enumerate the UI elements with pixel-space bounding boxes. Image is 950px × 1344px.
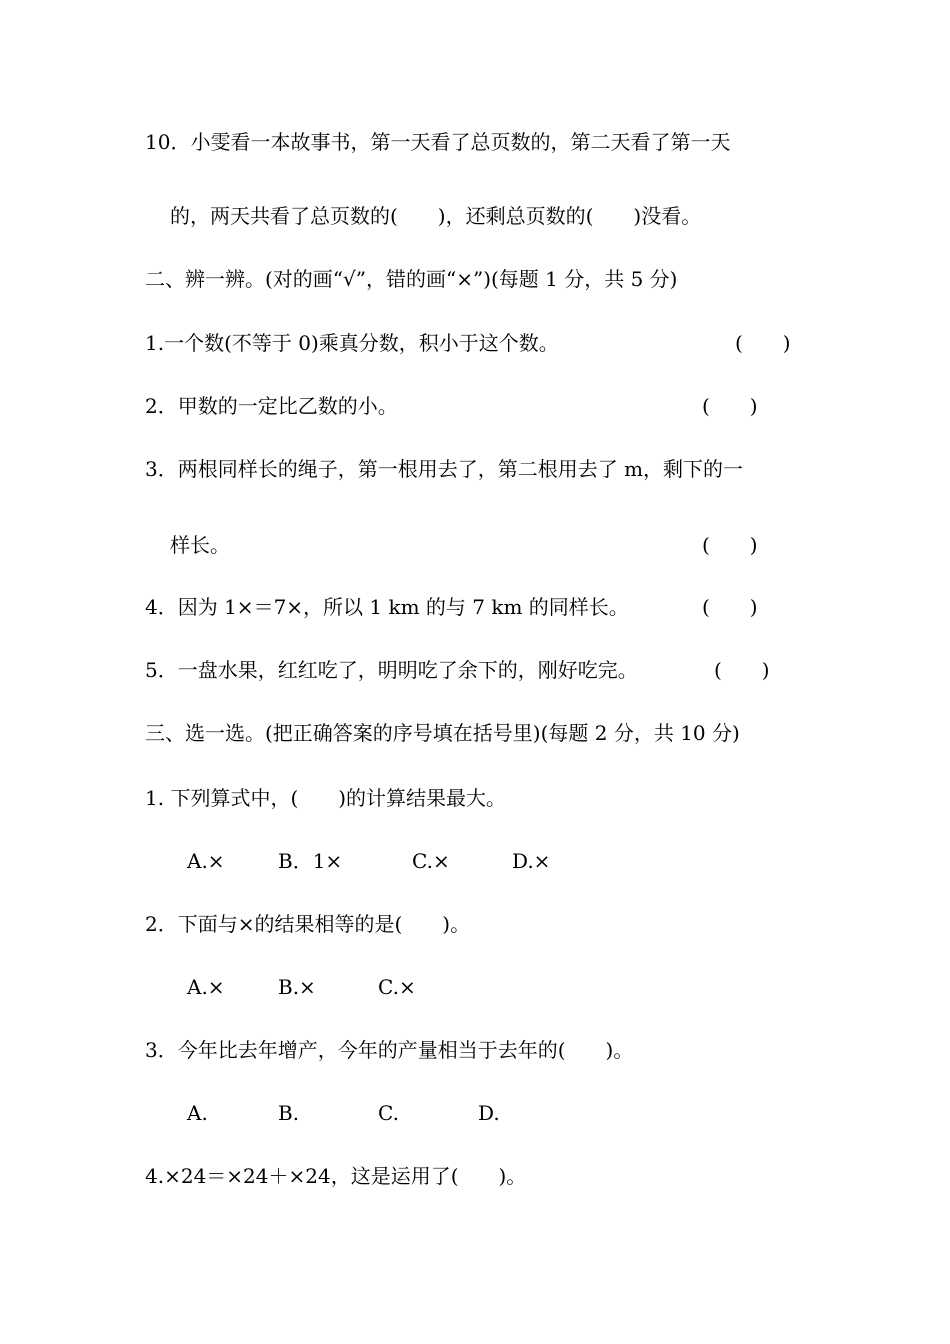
section-3-header: 三、选一选。(把正确答案的序号填在括号里)(每题 2 分，共 10 分) <box>145 721 740 745</box>
choice-q4: 4.×24＝×24＋×24，这是运用了( )。 <box>145 1164 527 1188</box>
judge-item-5-answer-paren[interactable]: ( ) <box>714 658 770 682</box>
choice-q3-option-d[interactable]: D. <box>478 1101 500 1125</box>
choice-q2-option-c[interactable]: C.× <box>378 975 416 999</box>
judge-item-3-answer-paren[interactable]: ( ) <box>702 533 758 557</box>
question-10-line1: 10．小雯看一本故事书，第一天看了总页数的，第二天看了第一天 <box>145 130 731 154</box>
choice-q2-option-b[interactable]: B.× <box>278 975 316 999</box>
choice-q3-option-c[interactable]: C. <box>378 1101 399 1125</box>
section-2-header: 二、辨一辨。(对的画“√”，错的画“×”)(每题 1 分，共 5 分) <box>145 267 678 291</box>
judge-item-2-answer-paren[interactable]: ( ) <box>702 394 758 418</box>
judge-item-2: 2．甲数的一定比乙数的小。 <box>145 394 398 418</box>
choice-q3: 3．今年比去年增产，今年的产量相当于去年的( )。 <box>145 1038 634 1062</box>
judge-item-3: 3．两根同样长的绳子，第一根用去了，第二根用去了 m，剩下的一 <box>145 457 744 481</box>
judge-item-1: 1.一个数(不等于 0)乘真分数，积小于这个数。 <box>145 331 559 355</box>
judge-item-4: 4．因为 1×＝7×，所以 1 km 的与 7 km 的同样长。 <box>145 595 629 619</box>
choice-q1-option-a[interactable]: A.× <box>187 849 225 873</box>
choice-q1: 1. 下列算式中，( )的计算结果最大。 <box>145 786 507 810</box>
choice-q1-option-d[interactable]: D.× <box>512 849 551 873</box>
choice-q3-option-b[interactable]: B. <box>278 1101 300 1125</box>
question-10-line2: 的，两天共看了总页数的( )，还剩总页数的( )没看。 <box>170 204 702 228</box>
choice-q1-option-b[interactable]: B．1× <box>278 849 343 873</box>
choice-q2: 2．下面与×的结果相等的是( )。 <box>145 912 471 936</box>
judge-item-5: 5．一盘水果，红红吃了，明明吃了余下的，刚好吃完。 <box>145 658 638 682</box>
judge-item-3-cont: 样长。 <box>170 533 230 557</box>
choice-q1-option-c[interactable]: C.× <box>412 849 450 873</box>
choice-q2-option-a[interactable]: A.× <box>187 975 225 999</box>
judge-item-4-answer-paren[interactable]: ( ) <box>702 595 758 619</box>
judge-item-1-answer-paren[interactable]: ( ) <box>735 331 791 355</box>
choice-q3-option-a[interactable]: A. <box>187 1101 208 1125</box>
